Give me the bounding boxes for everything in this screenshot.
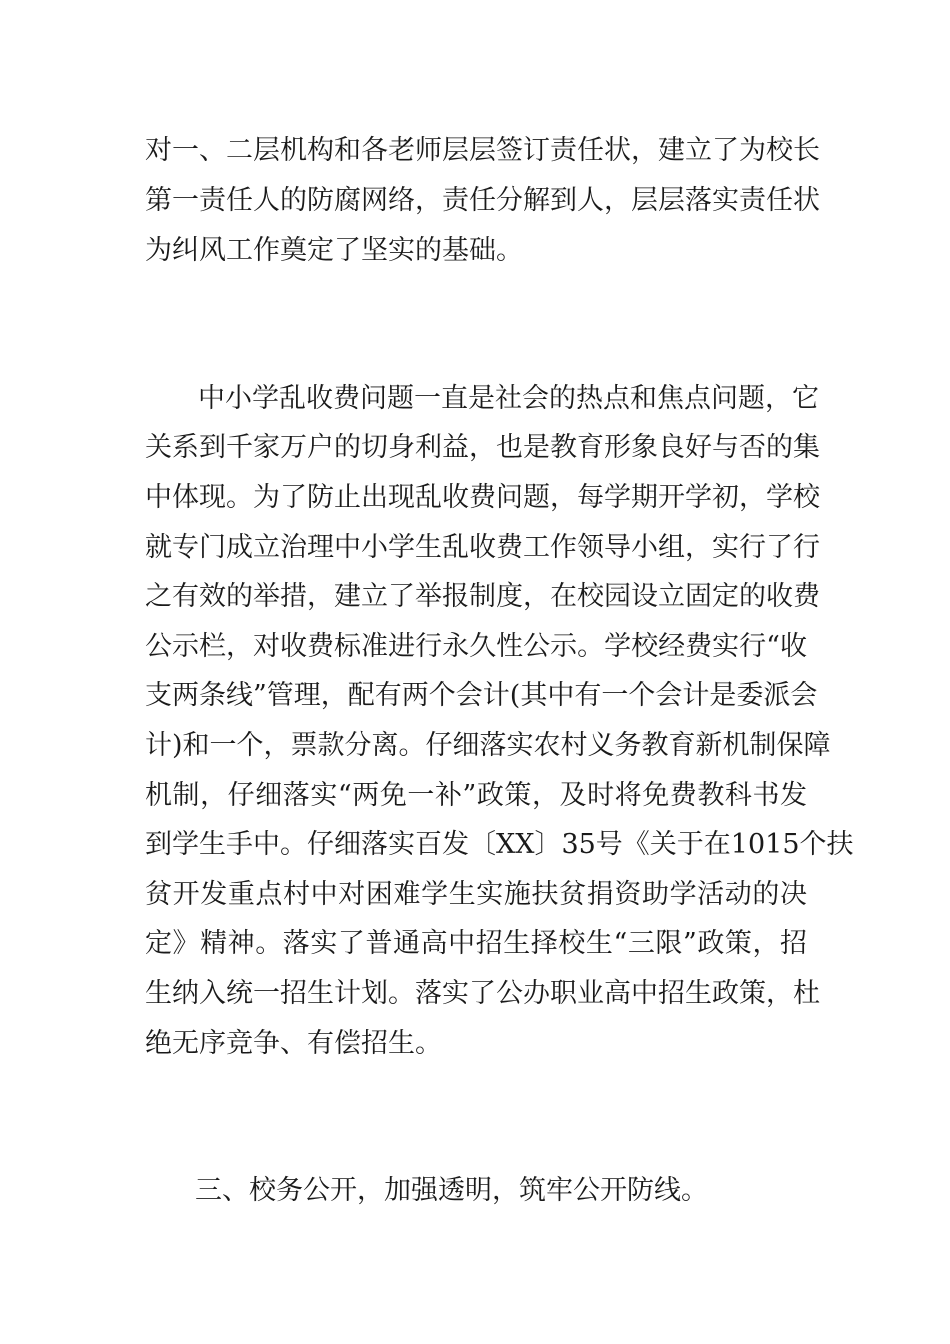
paragraph-2-line-2: 关系到千家万户的切身利益，也是教育形象良好与否的集 [145, 432, 820, 463]
paragraph-2-line-12: 定》精神。落实了普通高中招生择校生“三限”政策，招 [145, 928, 807, 959]
paragraph-2-line-5: 之有效的举措，建立了举报制度，在校园设立固定的收费 [145, 581, 820, 612]
paragraph-2-line-14: 绝无序竞争、有偿招生。 [145, 1028, 442, 1059]
paragraph-2-line-11: 贫开发重点村中对困难学生实施扶贫捐资助学活动的决 [145, 879, 807, 910]
paragraph-2-line-1: 中小学乱收费问题一直是社会的热点和焦点问题，它 [198, 383, 819, 414]
paragraph-2-line-4: 就专门成立治理中小学生乱收费工作领导小组，实行了行 [145, 532, 820, 563]
section-3-heading: 三、校务公开，加强透明，筑牢公开防线。 [195, 1175, 708, 1206]
paragraph-2-line-10: 到学生手中。仔细落实百发〔XX〕35号《关于在1015个扶 [145, 829, 854, 860]
paragraph-2-line-3: 中体现。为了防止出现乱收费问题，每学期开学初，学校 [145, 482, 820, 513]
paragraph-2-line-7: 支两条线”管理，配有两个会计(其中有一个会计是委派会 [145, 680, 818, 711]
paragraph-1-line-1: 对一、二层机构和各老师层层签订责任状，建立了为校长 [145, 135, 820, 166]
paragraph-1-line-3: 为纠风工作奠定了坚实的基础。 [145, 235, 523, 266]
paragraph-1-line-2: 第一责任人的防腐网络，责任分解到人，层层落实责任状 [145, 185, 820, 216]
paragraph-2-line-13: 生纳入统一招生计划。落实了公办职业高中招生政策，杜 [145, 978, 820, 1009]
paragraph-2-line-9: 机制，仔细落实“两免一补”政策，及时将免费教科书发 [145, 780, 807, 811]
paragraph-2-line-8: 计)和一个，票款分离。仔细落实农村义务教育新机制保障 [145, 730, 831, 761]
paragraph-2-line-6: 公示栏，对收费标准进行永久性公示。学校经费实行“收 [145, 631, 807, 662]
